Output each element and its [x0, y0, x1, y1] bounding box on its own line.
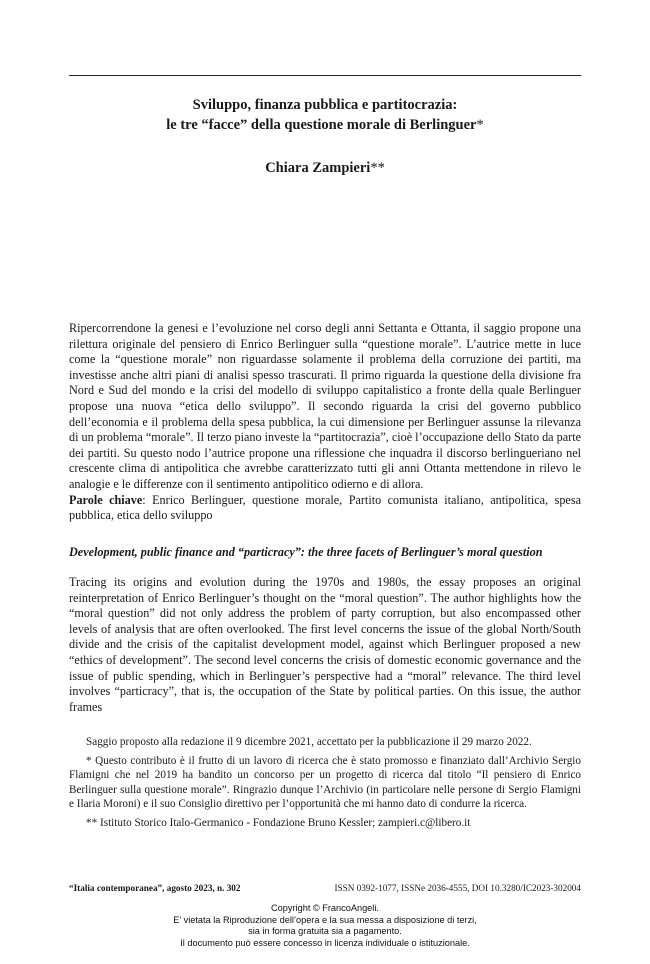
affiliation-note: ** Istituto Storico Italo-Germanico - Fondazione Bruno Kessler; zampieri.c@libero.it [86, 817, 471, 830]
copyright-line-4: Il documento può essere concesso in licenza individuale o istituzionale. [180, 937, 470, 948]
page-footer [69, 883, 581, 893]
copyright-line-2: E’ vietata la Riproduzione dell’opera e la sua messa a disposizione di terzi, [173, 914, 477, 925]
copyright-notice [0, 903, 650, 949]
journal-citation: “Italia contemporanea”, agosto 2023, n. 302 [69, 883, 241, 893]
author-name: Chiara Zampieri [265, 160, 371, 176]
footnotes [69, 735, 581, 830]
acknowledgement-note: * Questo contributo è il frutto di un lavoro di ricerca che è stato promosso e finanziato dall’Archivio Sergio Flamigni che nel 2019 ha bandito un concorso per un progetto di ricerca dal titolo “Il pensiero di Enrico Berlinguer sulla questione morale”. Ringrazio dunque l’Archivio (in particolare nelle persone di Sergio Flamigni e Ilaria Moroni) e il suo Consiglio direttivo per l’opportunità che mi hanno dato di condurre la ricerca. [69, 755, 581, 810]
title-footnote-mark: * [476, 117, 484, 133]
abstract-english-text: Tracing its origins and evolution during the 1970s and 1980s, the essay proposes an original reinterpretation of Enrico Berlinguer’s thought on the “moral question”. The author highlights how the “moral question” did not only address the problem of party corruption, but also encompassed other levels of analysis that are often overlooked. The first level concerns the issue of the global North/South divide and the crisis of the capitalist development model, against which Berlinguer proposed a new “ethics of development”. The second level concerns the crisis of domestic economic governance and the issue of public spending, which in Berlinguer’s perspective had a “moral” relevance. The third level involves “particracy”, that is, the occupation of the State by political parties. On this issue, the author frames [69, 575, 581, 714]
submission-note: Saggio proposto alla redazione il 9 dicembre 2021, accettato per la pubblicazione il 29 marzo 2022. [86, 736, 532, 748]
keywords [69, 493, 581, 524]
abstract-italian-text: Ripercorrendone la genesi e l’evoluzione nel corso degli anni Settanta e Ottanta, il saggio propone una rilettura originale del pensiero di Enrico Berlinguer sulla “questione morale”. L’autrice mette in luce come la “questione morale” non riguardasse solamente il problema della corruzione dei partiti, ma investisse anche altri piani di analisi spesso trascurati. Il primo riguarda la questione della divisione fra Nord e Sud del mondo e la crisi del modello di sviluppo capitalistico a fronte della quale Berlinguer propose una nuova “etica dello sviluppo”. Il secondo riguarda la crisi del governo pubblico dell’economia e il problema della spesa pubblica, la cui dimensione per Berlinguer assunse la rilevanza di un problema “morale”. Il terzo piano investe la “partitocrazia”, cioè l’occupazione dello Stato da parte dei partiti. Su questo nodo l’autrice propone una riflessione che inquadra il discorso berlingueriano nel crescente clima di antipolitica che avrebbe caratterizzato tutti gli anni Ottanta mettendone in rilevo le analogie e le differenze con il sentimento antipolitico odierno e di allora. [69, 321, 581, 491]
title-line-2 [69, 115, 581, 135]
abstract-english-title: Development, public finance and “particracy”: the three facets of Berlinguer’s moral question [69, 545, 543, 559]
copyright-line-3: sia in forma gratuita sia a pagamento. [248, 926, 402, 937]
abstract-italian [69, 321, 581, 524]
keywords-label: Parole chiave [69, 492, 143, 507]
article-title [69, 95, 581, 135]
author-footnote-mark: ** [370, 160, 385, 176]
title-line-2-text: le tre “facce” della questione morale di Berlinguer [166, 117, 477, 133]
header-rule [69, 75, 581, 76]
article-author [69, 160, 581, 177]
copyright-line-1: Copyright © FrancoAngeli. [271, 903, 379, 913]
title-line-1: Sviluppo, finanza pubblica e partitocrazia: [192, 97, 458, 113]
issn-doi: ISSN 0392-1077, ISSNe 2036-4555, DOI 10.3280/IC2023-302004 [334, 883, 581, 893]
keywords-list: : Enrico Berlinguer, questione morale, Partito comunista italiano, antipolitica, spesa pubblica, etica dello sviluppo [69, 492, 581, 523]
